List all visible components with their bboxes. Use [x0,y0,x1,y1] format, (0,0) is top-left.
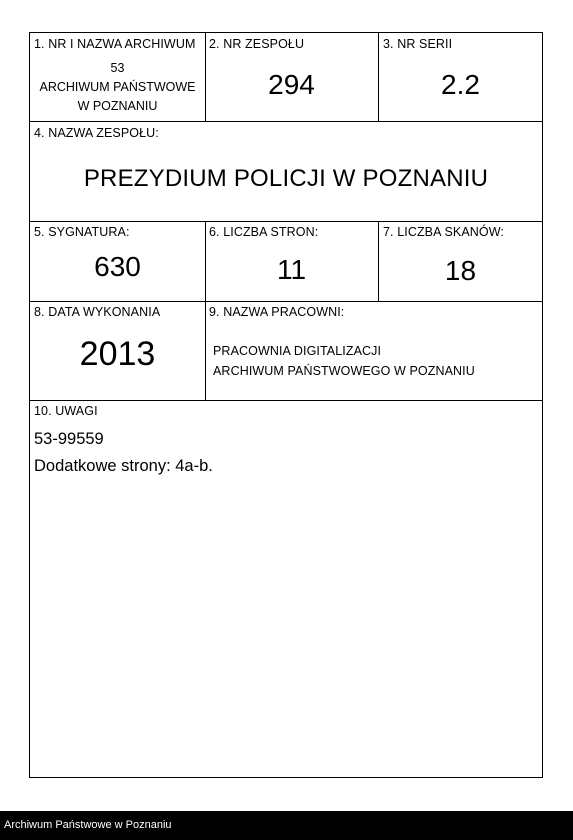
archive-number: 53 [110,61,125,75]
pages-count-value: 11 [276,254,307,285]
workshop-line2: ARCHIWUM PAŃSTWOWEGO W POZNANIU [213,364,475,378]
fonds-name-label: 4. NAZWA ZESPOŁU: [34,126,159,140]
divider [30,301,542,302]
divider [30,400,542,401]
fonds-name-value: PREZYDIUM POLICJI W POZNANIU [83,165,489,192]
series-number-label: 3. NR SERII [383,37,453,51]
divider [30,121,542,122]
pages-count-label: 6. LICZBA STRON: [209,225,319,239]
scans-count-label: 7. LICZBA SKANÓW: [383,225,504,239]
execution-date-value: 2013 [79,335,156,373]
archive-label: 1. NR I NAZWA ARCHIWUM [34,37,196,51]
remarks-label: 10. UWAGI [34,404,98,418]
signature-value: 630 [94,251,141,282]
signature-label: 5. SYGNATURA: [34,225,130,239]
fonds-number-value: 294 [268,69,315,100]
archive-name-line2: W POZNANIU [77,99,158,113]
fonds-number-label: 2. NR ZESPOŁU [209,37,305,51]
remarks-line2: Dodatkowe strony: 4a-b. [34,457,213,475]
series-number-value: 2.2 [441,69,480,100]
workshop-label: 9. NAZWA PRACOWNI: [209,305,345,319]
archive-name-line1: ARCHIWUM PAŃSTWOWE [39,80,196,94]
workshop-line1: PRACOWNIA DIGITALIZACJI [213,344,382,358]
divider [30,221,542,222]
divider [205,301,206,400]
execution-date-label: 8. DATA WYKONANIA [34,305,161,319]
remarks-line1: 53-99559 [34,430,104,448]
footer-bar [0,811,573,840]
scans-count-value: 18 [444,255,477,286]
footer-text: Archiwum Państwowe w Poznaniu [4,819,172,831]
metadata-card [29,32,543,778]
